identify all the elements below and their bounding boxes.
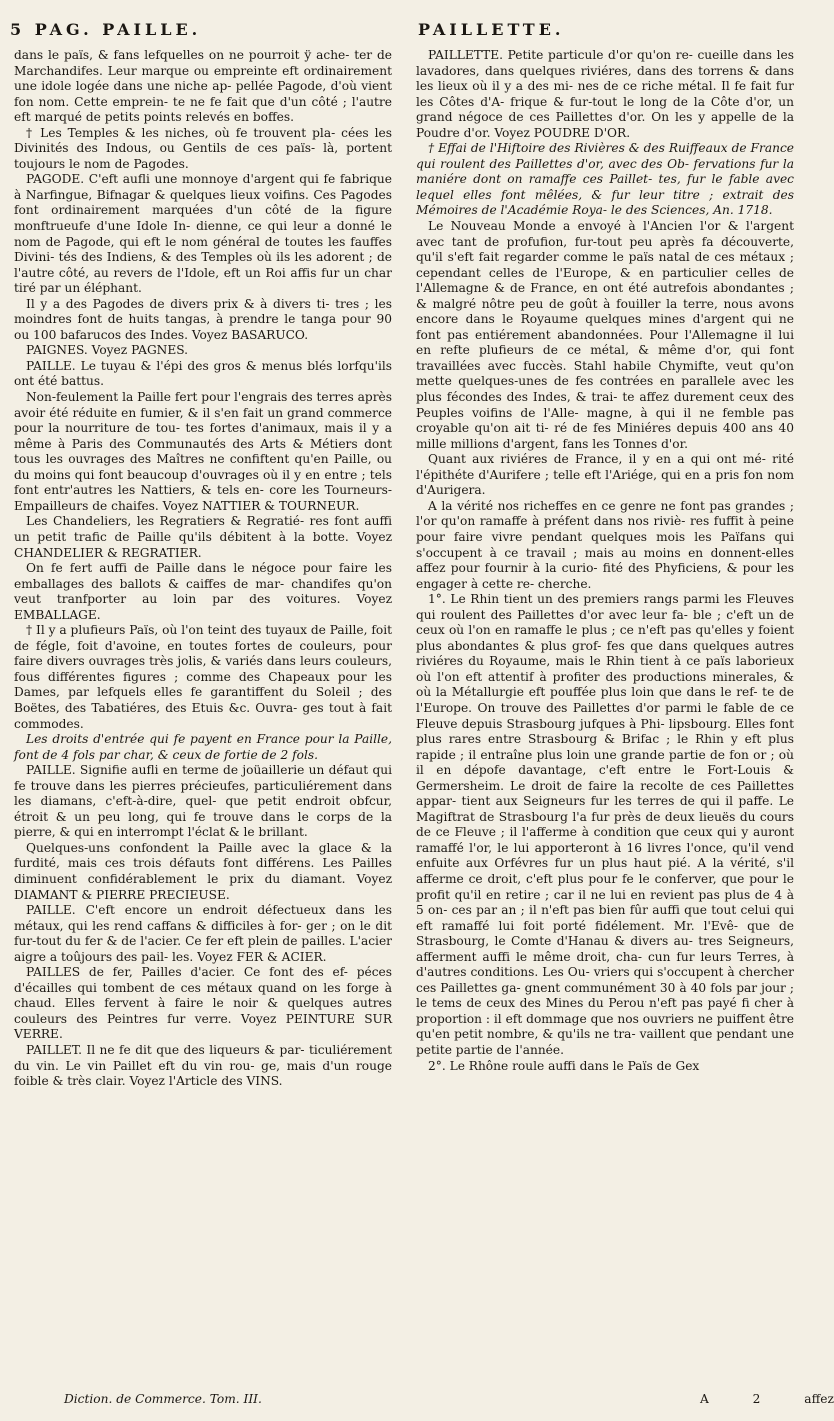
paragraph: † Effai de l'Hiftoire des Rivières & des Ruiffeaux de France qui roulent des Paillettes d'or, avec des Ob- fervations fur la maniére dont on ramaffe ces Paillet- tes, fur le fable avec lequel elles font mêlées, & fur leur titre ; extrait des Mémoires de l'Académie Roya- le des Sciences, An. 1718. [416,141,794,218]
paragraph: Les Chandeliers, les Regratiers & Regratié- res font auffi un petit trafic de Paille qu'ils débitent à la botte. Voyez CHANDELIER & REGRATIER. [14,514,392,560]
paragraph: Le Nouveau Monde a envoyé à l'Ancien l'or & l'argent avec tant de profufion, fur-tout peu après fa découverte, qu'il s'eft fait regarder comme le païs natal de ces métaux ; cependant celles de l'Europe, & en particulier celles de l'Allemagne & de France, en ont été autrefois abondantes ; & malgré nôtre peu de goût à fouiller la terre, nous avons encore dans le Royaume quelques mines d'argent qui ne font pas entiérement abandonnées. Pour l'Allemagne il lui en refte plufieurs de ce métal, & même d'or, qui font travaillées avec fuccès. Stahl habile Chymifte, veut qu'on mette quelques-unes de fes contrées en parallele avec les plus fécondes des Indes, & trai- te affez durement ceux des Peuples voifins de l'Alle- magne, à qui il ne femble pas croyable qu'on ait ti- ré de fes Miniéres depuis 400 ans 40 mille millions d'argent, fans les Tonnes d'or. [416,219,794,451]
paragraph: Quant aux riviéres de France, il y en a qui ont mé- rité l'épithéte d'Aurifere ; telle eft l'Ariége, qui en a pris fon nom d'Aurigera. [416,452,794,498]
paragraph: 2°. Le Rhône roule auffi dans le Païs de Gex [428,1058,700,1073]
paragraph: † Les Temples & les niches, où fe trouvent pla- cées les Divinités des Indous, ou Gentils de ces païs- là, portent toujours le nom de Pagodes. [14,125,392,171]
paragraph: PAIGNES. Voyez PAGNES. [26,343,189,358]
paragraph: Non-feulement la Paille fert pour l'engrais des terres après avoir été réduite en fumier, & il s'en fait un grand commerce pour la nourriture de tou- tes fortes d'animaux, mais il y a même à Paris des Communautés des Arts & Métiers dont tous les ouvrages des Maîtres ne confiftent qu'en Paille, ou du moins qui font beaucoup d'ouvrages où il y en entre ; tels font entr'autres les Nattiers, & tels en- core les Tourneurs-Empailleurs de chaifes. Voyez NATTIER & TOURNEUR. [14,390,392,513]
right-column [416,48,794,1074]
running-header-right: PAILLETTE. [418,20,565,39]
paragraph: PAILLES de fer, Pailles d'acier. Ce font des ef- péces d'écailles qui tombent de ces métaux quand on les forge à chaud. Elles fervent à faire le noir & quelques autres couleurs des Peintres fur verre. Voyez PEINTURE SUR VERRE. [14,965,392,1042]
paragraph: PAILLE. Le tuyau & l'épi des gros & menus blés lorfqu'ils ont été battus. [14,358,392,389]
paragraph: Quelques-uns confondent la Paille avec la glace & la furdité, mais ces trois défauts font différens. Les Pailles diminuent confidérablement le prix du diamant. Voyez DIAMANT & PIERRE PRECIEUSE. [14,840,392,902]
paragraph: PAGODE. C'eft aufli une monnoye d'argent qui fe fabrique à Narfingue, Bifnagar & quelques lieux voifins. Ces Pagodes font ordinairement marquées d'un côté de la figure monftrueufe d'une Idole In- dienne, ce qui leur a donné le nom de Pagode, qui eft le nom général de toutes les fauffes Divini- tés des Indiens, & des Temples où ils les adorent ; de l'autre côté, au revers de l'Idole, eft un Roi affis fur un char tiré par un éléphant. [14,172,392,296]
paragraph: PAILLETTE. Petite particule d'or qu'on re- cueille dans les lavadores, dans quelques riviéres, dans des torrens & dans les lieux où il y a des mi- nes de ce riche métal. Il fe fait fur les Côtes d'A- frique & fur-tout le long de la Côte d'or, un grand négoce de ces Paillettes d'or. On les y appelle de la Poudre d'or. Voyez POUDRE D'OR. [416,48,794,140]
paragraph: 1°. Le Rhin tient un des premiers rangs parmi les Fleuves qui roulent des Paillettes d'or avec leur fa- ble ; c'eft un de ceux où l'on en ramaffe le plus ; ce n'eft pas qu'elles y foient plus abondantes & plus grof- fes que dans quelques autres riviéres du Royaume, mais le Rhin tient à ce païs laborieux où l'on eft attentif à profiter des productions minerales, & où la Métallurgie eft pouffée plus loin que dans le ref- te de l'Europe. On trouve des Paillettes d'or parmi le fable de ce Fleuve depuis Strasbourg jufques à Phi- lipsbourg. Elles font plus rares entre Strasbourg & Brifac ; le Rhin y eft plus rapide ; il entraîne plus loin une grande partie de fon or ; où il en dépofe davantage, c'eft entre le Fort-Louis & Germersheim. Le droit de faire la recolte de ces Paillettes appar- tient aux Seigneurs fur les terres de qui il paffe. Le Magiftrat de Strasbourg l'a fur près de deux lieuës du cours de ce Fleuve ; il l'afferme à condition que ceux qui y auront ramaffé l'or, le lui apporteront à 16 livres l'once, qu'il vend enfuite aux Orfévres fur un plus haut pié. A la vérité, s'il afferme ce droit, c'eft plus pour fe le conferver, que pour le profit qu'il en retire ; car il ne lui en revient pas plus de 4 à 5 on- ces par an ; il n'eft pas bien fûr auffi que tout celui qui eft ramaffé lui foit porté fidélement. Mr. l'Evê- que de Strasbourg, le Comte d'Hanau & divers au- tres Seigneurs, afferment auffi le même droit, cha- cun fur leurs Terres, à d'autres conditions. Les Ou- vriers qui s'occupent à chercher ces Paillettes ga- gnent communément 30 à 40 fols par jour ; le tems de ceux des Mines du Perou n'eft pas payé fi cher à proportion : il eft dommage que nos ouvriers ne puiffent être qu'en petit nombre, & qu'ils ne tra- vaillent que pendant une petite partie de l'année. [416,592,794,1057]
paragraph: On fe fert auffi de Paille dans le négoce pour faire les emballages des ballots & caiffes de mar- chandifes qu'on veut tranfporter au loin par des voitures. Voyez EMBALLAGE. [14,561,392,622]
left-column [14,48,392,1090]
running-header-left: 5 PAG. PAILLE. [10,20,202,39]
paragraph: dans le païs, & fans lefquelles on ne pourroit ÿ ache- ter de Marchandifes. Leur marque ou empreinte eft ordinairement une idole logée dans une niche ap- pellée Pagode, d'où vient fon nom. Cette emprein- te ne fe fait que d'un côté ; l'autre eft marqué de petits points relevés en boffes. [14,48,392,125]
paragraph: Les droits d'entrée qui fe payent en France pour la Paille, font de 4 fols par char, & ceux de fortie de 2 fols. [14,732,392,762]
paragraph: † Il y a plufieurs Païs, où l'on teint des tuyaux de Paille, foit de fégle, foit d'avoine, en toutes fortes de couleurs, pour faire divers ouvrages très jolis, & variés dans leurs couleurs, fous différentes figures ; comme des Chapeaux pour les Dames, par lefquels elles fe garantiffent du Soleil ; des Boëtes, des Tabatiéres, des Etuis &c. Ouvra- ges tout à fait commodes. [14,623,392,731]
paragraph: PAILLET. Il ne fe dit que des liqueurs & par- ticuliérement du vin. Le vin Paillet eft du vin rou- ge, mais d'un rouge foible & très clair. Voyez l'Article des VINS. [14,1043,392,1089]
signature-catchword: A 2 affez [700,1392,834,1406]
footer-source: Diction. de Commerce. Tom. III. [64,1392,262,1406]
paragraph: PAILLE. Signifie aufli en terme de joüaillerie un défaut qui fe trouve dans les pierres précieufes, particuliérement dans les diamans, c'eft-à-dire, quel- que petit endroit obfcur, étroit & un peu long, qui fe trouve dans le corps de la pierre, & qui en interrompt l'éclat & le brillant. [14,763,392,840]
paragraph: Il y a des Pagodes de divers prix & à divers ti- tres ; les moindres font de huits tangas, à prendre le tanga pour 90 ou 100 bafarucos des Indes. Voyez BASARUCO. [14,296,392,342]
paragraph: A la vérité nos richeffes en ce genre ne font pas grandes ; l'or qu'on ramaffe à préfent dans nos riviè- res fuffit à peine pour faire vivre pendant quelques mois les Païfans qui s'occupent à ce travail ; mais au moins en donnent-elles affez pour fournir à la curio- fité des Phyficiens, & pour les engager à cette re- cherche. [416,498,794,591]
paragraph: PAILLE. C'eft encore un endroit défectueux dans les métaux, qui les rend caffans & difficiles à for- ger ; on le dit fur-tout du fer & de l'acier. Ce fer eft plein de pailles. L'acier aigre a toûjours des pail- les. Voyez FER & ACIER. [14,903,392,964]
